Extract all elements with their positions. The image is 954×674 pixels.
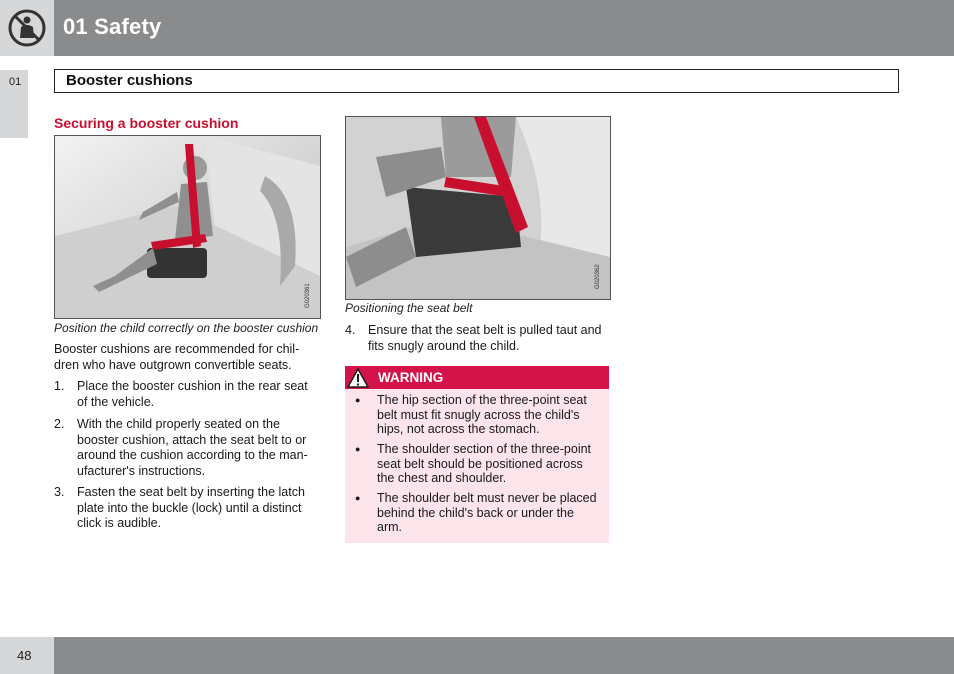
seatbelt-icon [0,0,54,56]
chapter-tab [0,70,28,138]
header-icon-box [0,0,54,56]
bullet-icon: ● [355,395,361,405]
figure-seat-belt-position [345,116,611,300]
figure-caption: Position the child correctly on the booster cushion [54,321,319,335]
page-title: 01 Safety [63,14,162,39]
booster-illustration-1 [55,136,320,318]
footer-bar [0,637,954,674]
figure-child-on-booster [54,135,321,319]
page-number: 48 [17,648,32,663]
chapter-tab-label: 01 [9,76,22,88]
bullet-icon: ● [355,444,361,454]
warning-triangle-icon [347,368,369,388]
section-title: Booster cushions [66,72,193,89]
subheading: Securing a booster cushion [54,115,239,131]
page-number-box [0,637,54,674]
booster-illustration-2 [346,117,610,299]
warning-header [345,366,609,389]
figure-code: G020362 [595,264,601,289]
figure-code: G020361 [305,283,311,308]
bullet-icon: ● [355,493,361,503]
section-title-box [54,69,899,93]
figure-caption: Positioning the seat belt [345,301,473,315]
warning-title: WARNING [378,370,444,385]
warning-box: WARNING ● The hip section of the three-point seat belt must fit snugly across the child's hips, not across the stomach. ● The shoulder section of the three-point seat belt should be positioned across the chest and shoulder. ● The shoulder belt must never be placed behind the child's back or under the arm. [345,366,609,543]
intro-paragraph: Booster cushions are recommended for chil- dren who have outgrown convertible seats. [54,342,300,372]
